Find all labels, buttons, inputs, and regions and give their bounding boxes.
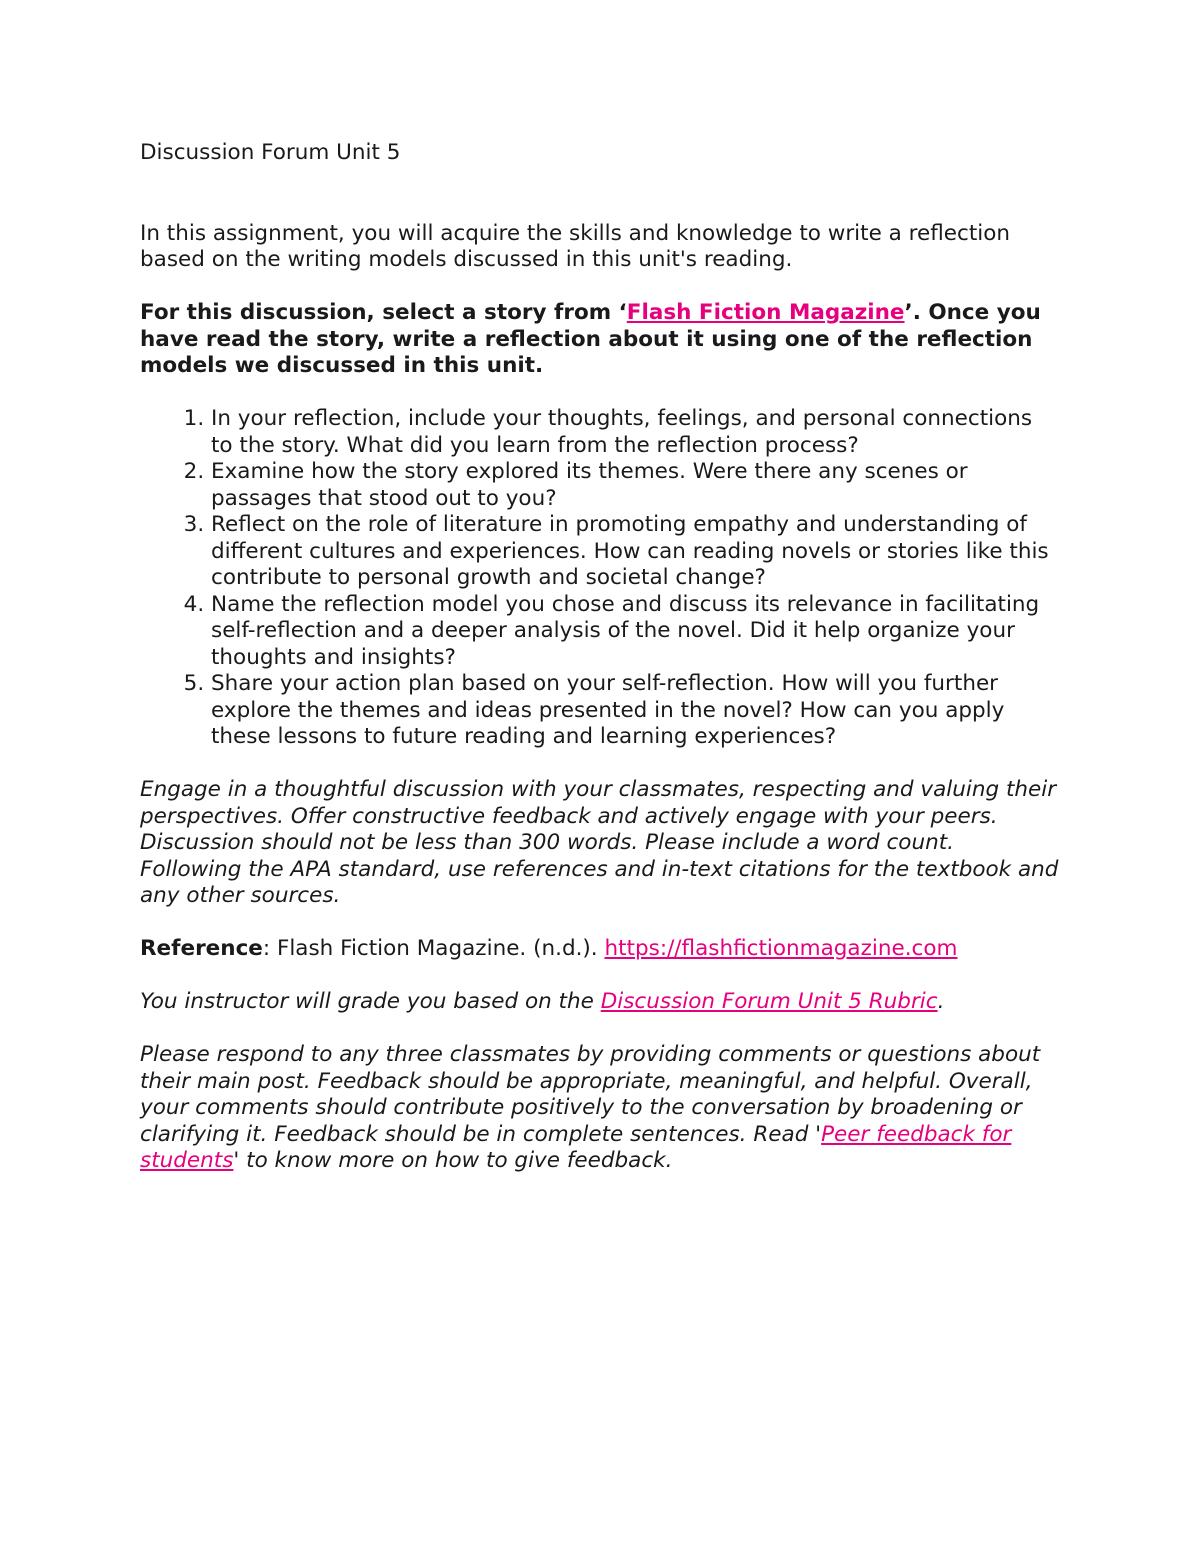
- respond-paragraph: [140, 1042, 1060, 1175]
- list-item: 1. In your reflection, include your thoughts, feelings, and personal connections to the story. What did you learn from the reflection process?: [211, 406, 1060, 459]
- reference-text: : Flash Fiction Magazine. (n.d.).: [262, 936, 605, 961]
- document-page: [140, 140, 1060, 1201]
- respond-text-before: Please respond to any three classmates by providing comments or questions about their main post. Feedback should be appropriate, meaningful, and helpful. Overall, your comments should contribute positively to the conversation by broadening or clarifying it. Feedback should be in complete sentences. Read ': [140, 1042, 1041, 1147]
- grading-text-after: .: [937, 989, 945, 1014]
- flash-fiction-url-link[interactable]: https://flashfictionmagazine.com: [604, 936, 958, 961]
- reference-paragraph: [140, 936, 1060, 963]
- page-title: Discussion Forum Unit 5: [140, 140, 401, 165]
- list-item: 4. Name the reflection model you chose and discuss its relevance in facilitating self-reflection and a deeper analysis of the novel. Did it help organize your thoughts and insights?: [211, 592, 1060, 672]
- respond-text-after: ' to know more on how to give feedback.: [233, 1148, 673, 1173]
- engage-paragraph: Engage in a thoughtful discussion with your classmates, respecting and valuing their perspectives. Offer constructive feedback and actively engage with your peers. Discussion should not be less than 300 words. Please include a word count. Following the APA standard, use references and in-text citations for the textbook and any other sources.: [140, 777, 1059, 908]
- grading-text-before: You instructor will grade you based on the: [140, 989, 601, 1014]
- prompt-text-before: For this discussion, select a story from ‘: [140, 300, 627, 325]
- flash-fiction-magazine-link[interactable]: Flash Fiction Magazine: [626, 300, 905, 325]
- questions-list: [140, 406, 1060, 751]
- rubric-link[interactable]: Discussion Forum Unit 5 Rubric: [600, 989, 938, 1014]
- list-item: 3. Reflect on the role of literature in promoting empathy and understanding of different cultures and experiences. How can reading novels or stories like this contribute to personal growth and societal change?: [211, 512, 1060, 592]
- prompt-text-after: ’. Once you have read the story, write a reflection about it using one of the reflection models we discussed in this unit.: [140, 300, 1041, 378]
- list-item: 5. Share your action plan based on your self-reflection. How will you further explore the themes and ideas presented in the novel? How can you apply these lessons to future reading and learning experiences?: [211, 671, 1060, 751]
- intro-paragraph: In this assignment, you will acquire the skills and knowledge to write a reflection based on the writing models discussed in this unit's reading.: [140, 220, 1011, 272]
- grading-paragraph: [140, 989, 1060, 1016]
- reference-label: Reference: [140, 936, 263, 961]
- prompt-paragraph: [140, 300, 1060, 380]
- peer-feedback-link[interactable]: Peer feedback for students: [140, 1121, 1012, 1173]
- list-item: 2. Examine how the story explored its themes. Were there any scenes or passages that stood out to you?: [211, 459, 1060, 512]
